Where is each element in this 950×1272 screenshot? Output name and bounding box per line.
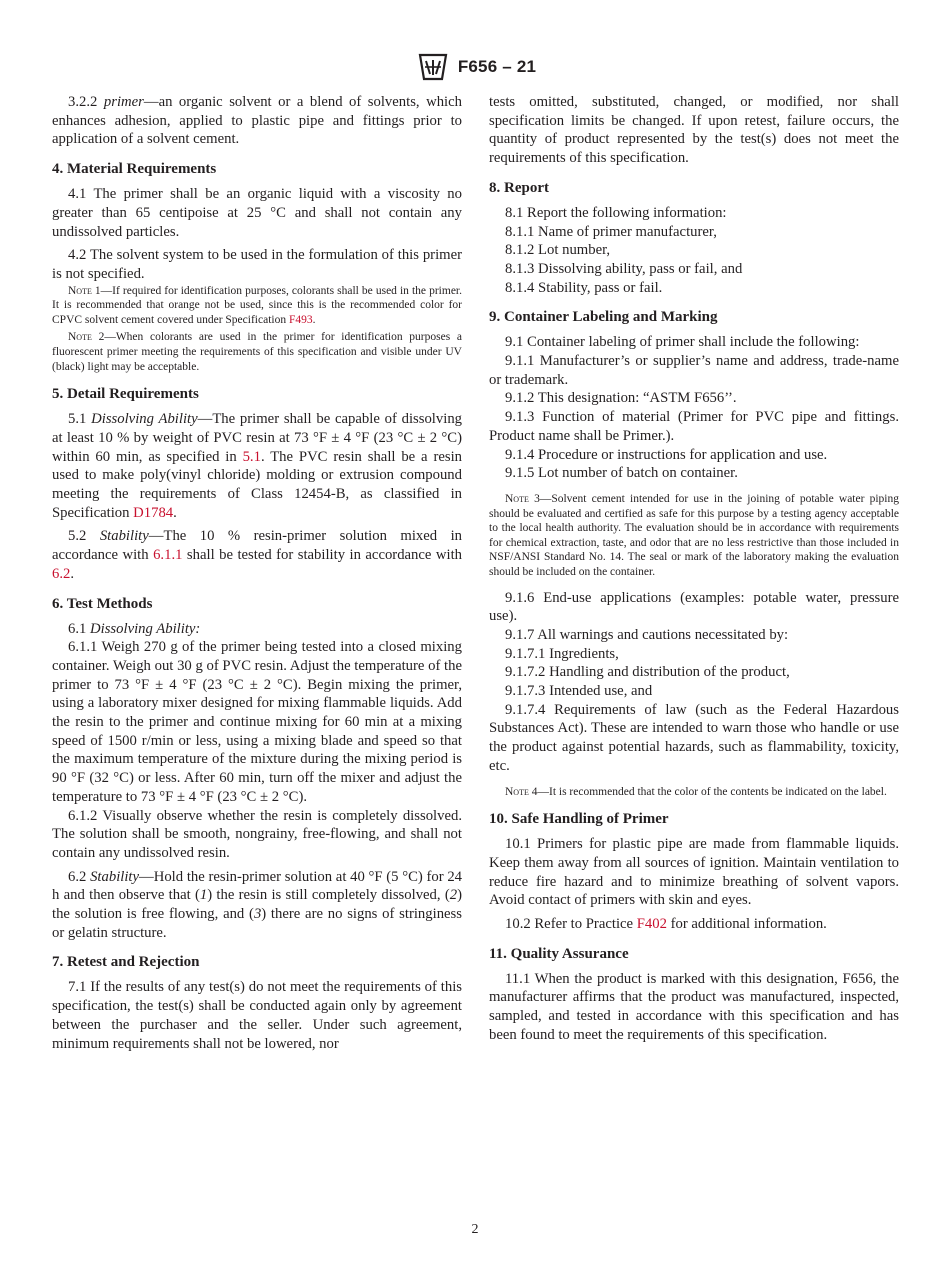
section-6-1: 6.1 Dissolving Ability: [68,620,201,637]
heading-container-labeling: 9. Container Labeling and Marking [489,309,718,326]
link-6-2[interactable]: 6.2 [52,565,71,582]
link-d1784[interactable]: D1784 [133,504,174,521]
section-9-1-5: 9.1.5 Lot number of batch on container. [505,465,738,482]
section-9-1-6: 9.1.6 End-use applications (examples: potable water, pressure use). [489,589,899,625]
right-column [489,93,899,1044]
astm-logo-icon [414,52,452,82]
document-designation: F656 – 21 [457,57,537,76]
section-9-1-7: 9.1.7 All warnings and cautions necessitated by: [505,626,789,643]
heading-safe-handling: 10. Safe Handling of Primer [489,811,669,828]
section-4-1: 4.1 The primer shall be an organic liquid with a viscosity no greater than 65 centipoise at 25 °C and shall not contain any undissolved particles. [52,186,462,240]
heading-report: 8. Report [489,179,549,196]
section-5-2: 5.2 Stability—The 10 % resin-primer solution mixed in accordance with 6.1.1 shall be tested for stability in accordance with 6.2. [52,528,463,582]
link-f493[interactable]: F493 [288,313,313,326]
section-7-1: 7.1 If the results of any test(s) do not meet the requirements of this specification, the test(s) shall be conducted again only by agreement between the purchaser and the seller. Under such agreement, minimum requirements shall not be lowered, nor [52,979,462,1052]
section-10-2: 10.2 Refer to Practice F402 for additional information. [505,915,827,932]
section-8-1-1: 8.1.1 Name of primer manufacturer, [505,223,717,240]
section-9-1-7-1: 9.1.7.1 Ingredients, [505,645,619,662]
link-f402[interactable]: F402 [636,915,667,932]
link-5-1[interactable]: 5.1 [242,448,261,465]
note-1: Note 1—If required for identification purposes, colorants shall be used in the primer. It is recommended that orange not be used, since this is the recommended color for CPVC solvent cement covered under Specification F493. [52,284,462,326]
section-6-2: 6.2 Stability—Hold the resin-primer solution at 40 °F (5 °C) for 24 h and then observe that (1) the resin is still completely dissolved, (2) the solution is free flowing, and (3) there are no signs of stringiness or gelatin structure. [52,868,463,941]
section-6-1-2: 6.1.2 Visually observe whether the resin is completely dissolved. The solution shall be smooth, nongrainy, free-flowing, and shall not contain any undissolved resin. [52,807,462,861]
section-9-1-1: 9.1.1 Manufacturer’s or supplier’s name and address, trade-name or trademark. [489,353,899,388]
section-8-1-3: 8.1.3 Dissolving ability, pass or fail, and [505,260,743,277]
heading-quality-assurance: 11. Quality Assurance [489,945,629,962]
heading-test-methods: 6. Test Methods [52,595,153,612]
section-5-1: 5.1 Dissolving Ability—The primer shall be capable of dissolving at least 10 % by weight of PVC resin at 73 °F ± 4 °F (23 °C ± 2 °C) within 60 min, as specified in 5.1. The PVC resin shall be a resin used to make poly(vinyl chloride) molding or extrusion compound meeting the requirements of Class 12454-B, as classified in Specification D1784. [52,411,463,521]
page-header [0,52,950,82]
heading-retest-and-rejection: 7. Retest and Rejection [52,954,200,971]
heading-material-requirements: 4. Material Requirements [52,161,217,178]
section-9-1: 9.1 Container labeling of primer shall include the following: [505,334,860,351]
section-8-1-4: 8.1.4 Stability, pass or fail. [505,279,663,296]
section-9-1-4: 9.1.4 Procedure or instructions for application and use. [505,446,828,463]
section-9-1-7-2: 9.1.7.2 Handling and distribution of the product, [505,664,790,681]
section-4-2: 4.2 The solvent system to be used in the formulation of this primer is not specified. [52,247,462,282]
note-2: Note 2—When colorants are used in the primer for identification purposes a fluorescent primer meeting the requirements of this specification and visible under UV (black) light may be acceptable. [52,331,463,373]
section-7-1-continued: tests omitted, substituted, changed, or modified, nor shall specification limits be changed. If upon retest, failure occurs, the quantity of product represented by the test(s) does not meet the requirements of this specification. [489,94,899,167]
section-9-1-7-3: 9.1.7.3 Intended use, and [505,683,653,700]
section-9-1-7-4: 9.1.7.4 Requirements of law (such as the Federal Hazardous Substances Act). These are intended to warn those who handle or use the product against potential hazards, such as flammability, toxicity, etc. [489,701,899,774]
section-9-1-2: 9.1.2 This designation: “ASTM F656’’. [505,390,737,407]
section-6-1-1: 6.1.1 Weigh 270 g of the primer being tested into a closed mixing container. Weigh out 30 g of PVC resin. Adjust the temperature of the primer to 73 °F ± 4 °F (23 °C ± 2 °C). Begin mixing the primer, using a laboratory mixer designed for mixing flammable liquids. Add the resin to the primer and continue mixing for 60 min at a mixing speed of 1500 r/min or less, using a mixing blade and speed so that the maximum temperature of the mixture during the mixing period is 90 °F (32 °C) or less. After 60 min, turn off the mixer and adjust the temperature to 73 °F ± 4 °F (23 °C ± 2 °C). [52,639,462,805]
section-3-2-2: 3.2.2 primer—an organic solvent or a blend of solvents, which enhances adhesion, applied to plastic pipe and fittings prior to application of a solvent cement. [52,94,462,148]
section-9-1-3: 9.1.3 Function of material (Primer for PVC pipe and fittings. Product name shall be Primer.). [489,409,899,444]
link-6-1-1[interactable]: 6.1.1 [153,547,183,564]
section-8-1-2: 8.1.2 Lot number, [505,242,611,259]
section-10-1: 10.1 Primers for plastic pipe are made from flammable liquids. Keep them away from all sources of ignition. Maintain ventilation to reduce fire hazard and to minimize breathing of solvent vapors. Avoid contact of primers with skin and eyes. [489,836,899,909]
heading-detail-requirements: 5. Detail Requirements [52,386,199,403]
note-3: Note 3—Solvent cement intended for use in the joining of potable water piping should be evaluated and certified as safe for this purpose by a testing agency acceptable to the local health authority. The evaluation should be in accordance with requirements for chemical extraction, taste, and odor that are no less restrictive than those included in NSF/ANSI Standard No. 14. The seal or mark of the laboratory making the evaluation should be included on the container. [489,492,900,578]
section-8-1: 8.1 Report the following information: [505,204,727,221]
note-4: Note 4—It is recommended that the color of the contents be indicated on the label. [505,785,887,798]
left-column [52,93,462,1053]
section-11-1: 11.1 When the product is marked with this designation, F656, the manufacturer affirms that the product was manufactured, inspected, sampled, and tested in accordance with this specification and has been found to meet the requirements of this specification. [489,970,899,1043]
page-number: 2 [471,1222,479,1237]
